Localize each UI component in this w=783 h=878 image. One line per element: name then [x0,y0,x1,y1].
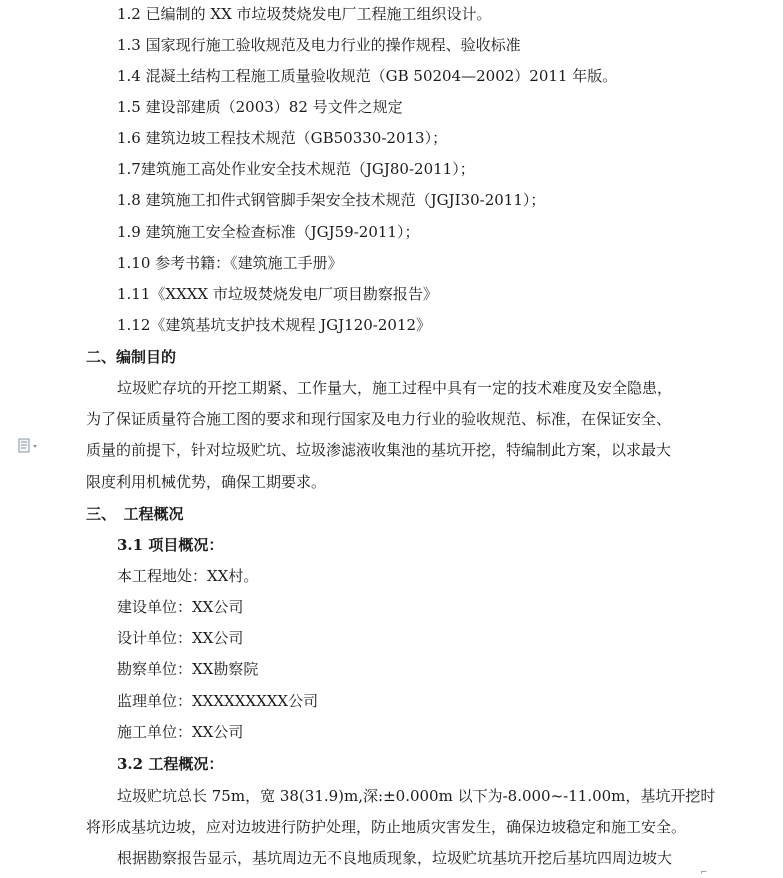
reference-item: 1.4 混凝土结构工程施工质量验收规范（GB 50204—2002）2011 年版。 [117,67,618,85]
reference-item: 1.5 建设部建质（2003）82 号文件之规定 [117,98,403,116]
project-info-item: 监理单位：XXXXXXXXX公司 [117,692,319,710]
paragraph-line: 限度利用机械优势，确保工期要求。 [86,473,327,491]
reference-item: 1.7建筑施工高处作业安全技术规范（JGJ80-2011）； [117,160,475,178]
reference-item: 1.8 建筑施工扣件式钢管脚手架安全技术规范（JGJI30-2011）； [117,191,546,209]
project-info-item: 勘察单位：XX勘察院 [117,660,259,678]
project-info-item: 建设单位：XX公司 [117,598,244,616]
project-info-item: 设计单位：XX公司 [117,629,244,647]
paragraph-line: 垃圾贮坑总长 75m，宽 38(31.9)m,深:±0.000m 以下为-8.000~-11.00m，基坑开挖时 [117,787,716,805]
reference-item: 1.9 建筑施工安全检查标准（JGJ59-2011）； [117,223,420,241]
reference-item: 1.6 建筑边坡工程技术规范（GB50330-2013）； [117,129,448,147]
paragraph-line: 质量的前提下，针对垃圾贮坑、垃圾渗滤液收集池的基坑开挖，特编制此方案，以求最大 [86,441,672,459]
paragraph-options-icon[interactable] [18,438,44,454]
section-heading: 三、 工程概况 [86,505,184,523]
project-info-item: 本工程地处：XX村。 [117,567,259,585]
reference-item: 1.12《建筑基坑支护技术规程 JGJ120-2012》 [117,316,432,334]
reference-item: 1.2 已编制的 XX 市垃圾焚烧发电厂工程施工组织设计。 [117,5,492,23]
reference-item: 1.3 国家现行施工验收规范及电力行业的操作规程、验收标准 [117,36,521,54]
page-corner-mark: ⌐ [700,868,708,878]
reference-item: 1.11《XXXX 市垃圾焚烧发电厂项目勘察报告》 [117,285,438,303]
section-heading: 二、编制目的 [86,348,177,366]
paragraph-line: 将形成基坑边坡，应对边坡进行防护处理，防止地质灾害发生，确保边坡稳定和施工安全。 [86,818,687,836]
project-info-item: 施工单位：XX公司 [117,723,244,741]
paragraph-line: 根据勘察报告显示，基坑周边无不良地质现象，垃圾贮坑基坑开挖后基坑四周边坡大 [117,849,673,867]
paragraph-line: 垃圾贮存坑的开挖工期紧、工作量大，施工过程中具有一定的技术难度及安全隐患， [117,379,673,397]
subsection-heading: 3.1 项目概况： [117,536,224,554]
paragraph-line: 为了保证质量符合施工图的要求和现行国家及电力行业的验收规范、标准，在保证安全、 [86,410,672,428]
subsection-heading: 3.2 工程概况： [117,755,224,773]
reference-item: 1.10 参考书籍：《建筑施工手册》 [117,254,343,272]
